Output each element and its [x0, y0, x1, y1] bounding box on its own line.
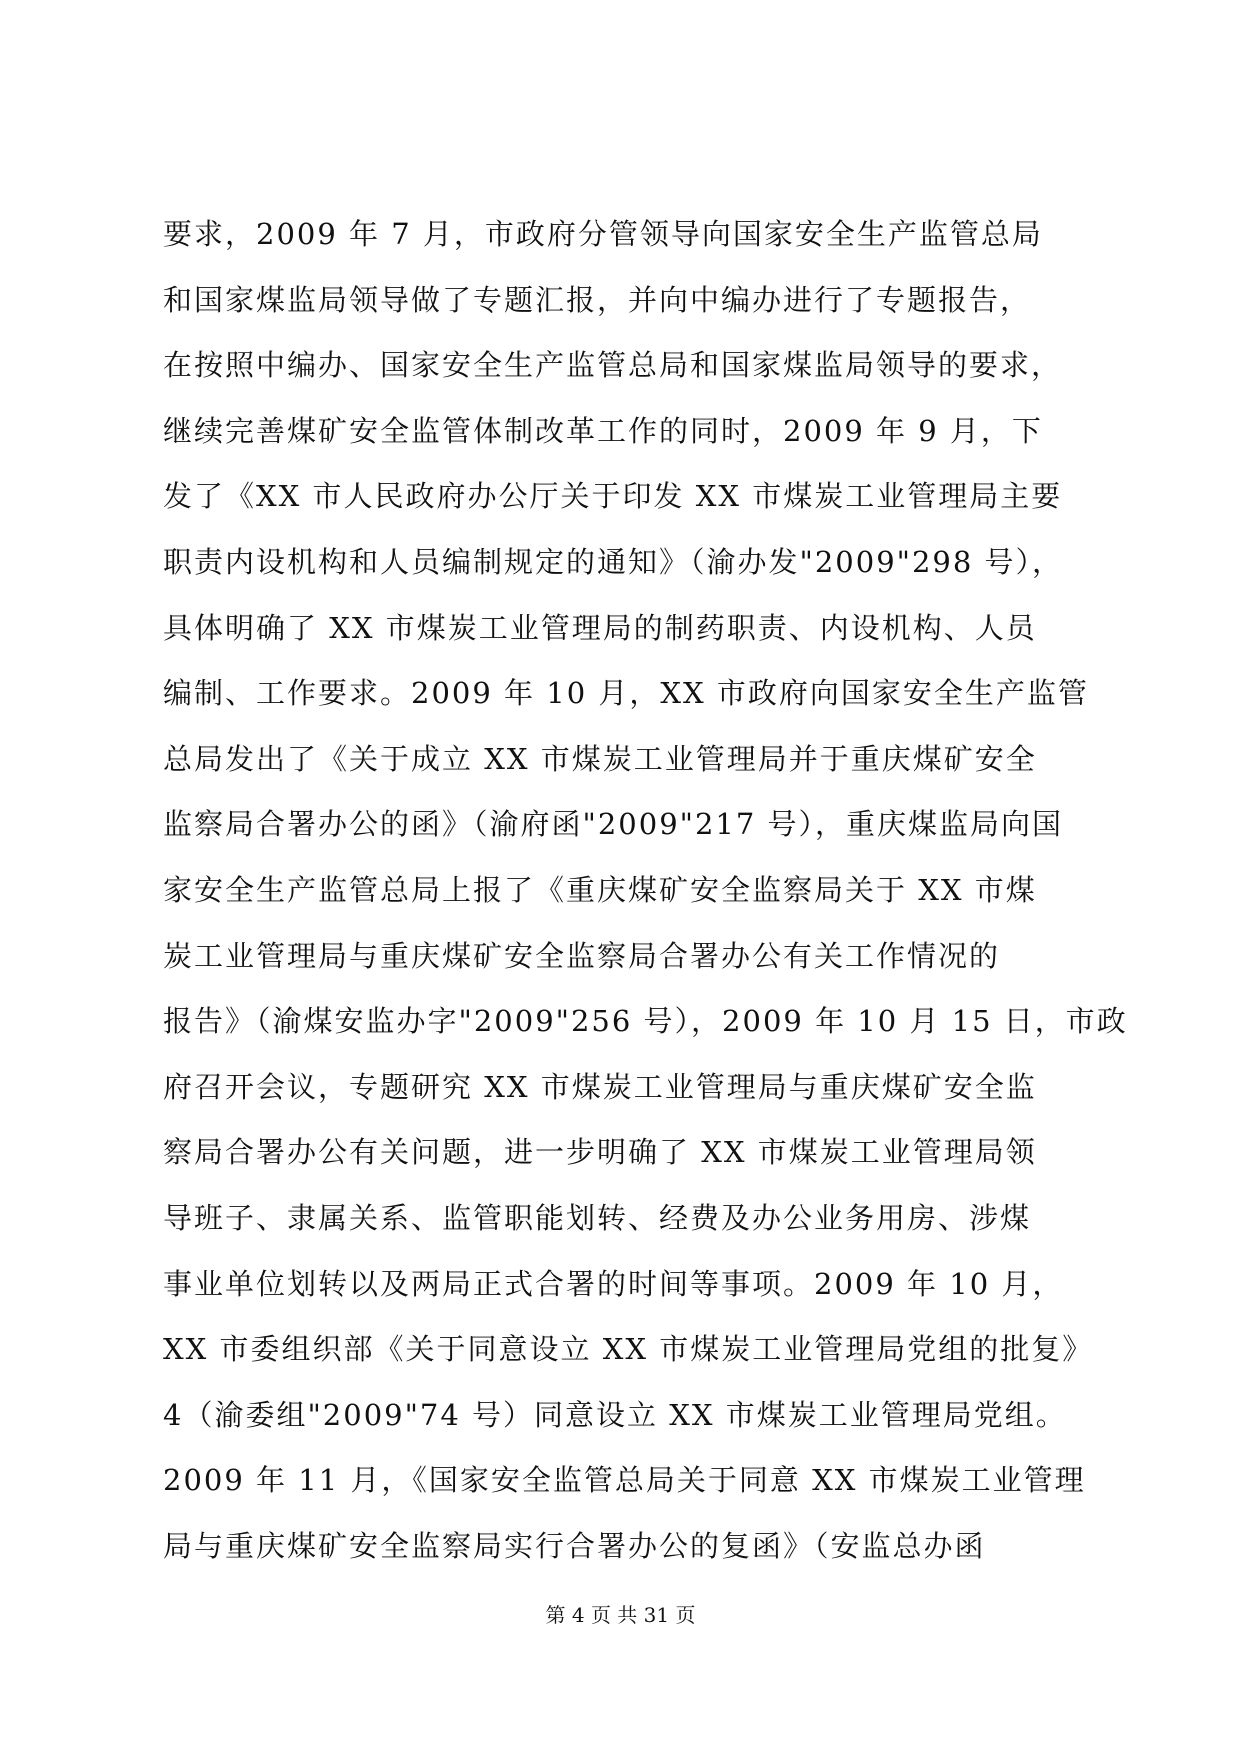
text-line: 编制、工作要求。2009 年 10 月，XX 市政府向国家安全生产监管	[163, 676, 1089, 711]
text-line: 家安全生产监管总局上报了《重庆煤矿安全监察局关于 XX 市煤	[163, 872, 1037, 907]
text-line: 府召开会议，专题研究 XX 市煤炭工业管理局与重庆煤矿安全监	[163, 1069, 1037, 1104]
text-line: 局与重庆煤矿安全监察局实行合署办公的复函》（安监总办函	[163, 1528, 986, 1563]
text-line: 监察局合署办公的函》（渝府函"2009"217 号），重庆煤监局向国	[163, 807, 1064, 842]
text-line: 炭工业管理局与重庆煤矿安全监察局合署办公有关工作情况的	[163, 938, 1001, 973]
text-line: 职责内设机构和人员编制规定的通知》（渝办发"2009"298 号），	[163, 544, 1064, 579]
text-line: 察局合署办公有关问题，进一步明确了 XX 市煤炭工业管理局领	[163, 1135, 1037, 1170]
text-line: 和国家煤监局领导做了专题汇报，并向中编办进行了专题报告，	[163, 282, 1032, 317]
text-line: 要求，2009 年 7 月，市政府分管领导向国家安全生产监管总局	[163, 217, 1043, 251]
text-line: 事业单位划转以及两局正式合署的时间等事项。2009 年 10 月，	[163, 1266, 1064, 1301]
text-line: 总局发出了《关于成立 XX 市煤炭工业管理局并于重庆煤矿安全	[163, 741, 1037, 776]
text-line: 导班子、隶属关系、监管职能划转、经费及办公业务用房、涉煤	[163, 1200, 1032, 1235]
text-line: 报告》（渝煤安监办字"2009"256 号），2009 年 10 月 15 日，市政	[163, 1004, 1128, 1039]
page-footer: 第 4 页 共 31 页	[545, 1603, 696, 1627]
text-line: 4（渝委组"2009"74 号）同意设立 XX 市煤炭工业管理局党组。	[163, 1397, 1067, 1432]
text-line: 具体明确了 XX 市煤炭工业管理局的制药职责、内设机构、人员	[163, 610, 1037, 645]
body-text	[163, 202, 1128, 1579]
text-line: XX 市委组织部《关于同意设立 XX 市煤炭工业管理局党组的批复》	[163, 1332, 1094, 1367]
text-line: 继续完善煤矿安全监管体制改革工作的同时，2009 年 9 月，下	[163, 413, 1043, 448]
text-line: 发了《XX 市人民政府办公厅关于印发 XX 市煤炭工业管理局主要	[163, 479, 1063, 514]
text-line: 2009 年 11 月，《国家安全监管总局关于同意 XX 市煤炭工业管理	[163, 1463, 1086, 1498]
text-line: 在按照中编办、国家安全生产监管总局和国家煤监局领导的要求，	[163, 348, 1063, 383]
